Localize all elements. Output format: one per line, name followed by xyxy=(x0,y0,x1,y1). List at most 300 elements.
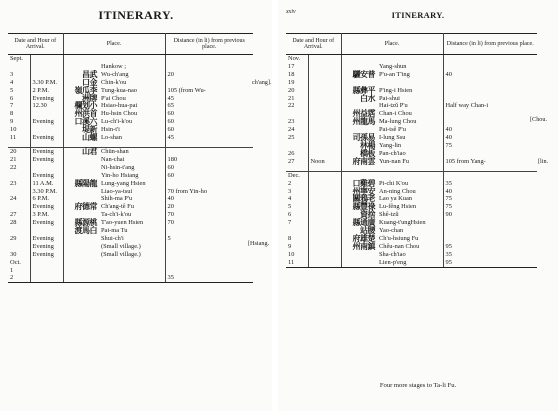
place-cell: Shê-tzŭ xyxy=(377,211,443,219)
right-margin-note-2: [lin. xyxy=(538,158,549,165)
distance-cell: Half way Chan-i xyxy=(445,102,489,110)
itinerary-row xyxy=(8,95,253,103)
distance-cell: 40 xyxy=(445,126,452,134)
place-cell: Ch'u-hsiung Fu xyxy=(377,235,443,243)
time-cell xyxy=(30,267,63,275)
right-itinerary-table xyxy=(286,33,537,268)
place-cell: P'u-an T'ing xyxy=(377,71,443,79)
place-cell: Lao ya Kuan xyxy=(377,195,443,203)
time-cell xyxy=(308,251,341,259)
itinerary-row xyxy=(8,172,253,180)
itinerary-row xyxy=(8,118,253,126)
itinerary-row xyxy=(8,71,253,79)
date-cell xyxy=(8,243,30,251)
time-cell xyxy=(308,142,341,150)
place-cell xyxy=(99,259,165,267)
itinerary-row xyxy=(8,87,253,95)
date-cell: 11 xyxy=(286,259,308,267)
chinese-name-cell: 縣源桃 xyxy=(74,218,97,228)
time-cell xyxy=(30,63,63,71)
chinese-name-cell: 州寧安 xyxy=(352,186,375,196)
itinerary-row xyxy=(286,110,537,118)
place-cell: Pi-chi K'ou xyxy=(377,180,443,188)
itinerary-row xyxy=(286,102,537,110)
time-cell xyxy=(308,110,341,118)
chinese-name-cell: 縣陽龍 xyxy=(74,178,97,188)
distance-cell: 35 xyxy=(165,274,253,282)
date-cell: 10 xyxy=(286,251,308,259)
time-cell xyxy=(30,126,63,134)
distance-cell: 20 xyxy=(167,70,174,78)
time-cell xyxy=(308,259,341,267)
date-cell xyxy=(286,142,308,150)
date-cell xyxy=(8,203,30,211)
distance-cell xyxy=(443,55,537,63)
date-cell: 29 xyxy=(8,235,30,243)
time-cell: Evening xyxy=(30,156,63,164)
itinerary-row xyxy=(286,203,537,211)
time-cell xyxy=(308,195,341,203)
date-cell: 6 xyxy=(286,211,308,219)
place-cell xyxy=(377,79,443,87)
left-page-title: ITINERARY. xyxy=(98,8,174,22)
place-cell xyxy=(99,267,165,275)
distance-cell xyxy=(443,79,537,87)
date-cell: 9 xyxy=(286,243,308,251)
distance-cell: 70 xyxy=(167,219,174,227)
itinerary-row xyxy=(286,95,537,103)
itinerary-row xyxy=(8,55,253,63)
date-cell: 3 xyxy=(286,188,308,196)
itinerary-row xyxy=(286,251,537,259)
place-cell: Ma-lung Chou xyxy=(377,118,443,126)
chinese-name-cell: 州龍馬 xyxy=(352,117,375,127)
itinerary-row xyxy=(8,274,253,282)
distance-cell xyxy=(165,63,253,71)
distance-cell xyxy=(165,147,253,155)
time-cell: Evening xyxy=(30,118,63,126)
itinerary-row xyxy=(8,164,253,172)
time-cell xyxy=(308,235,341,243)
distance-cell: 60 xyxy=(167,110,174,118)
distance-cell: 60 xyxy=(167,163,174,171)
itinerary-row xyxy=(8,251,253,259)
distance-cell xyxy=(443,110,537,118)
chinese-name-cell: 縣彝平 xyxy=(352,85,375,95)
distance-cell xyxy=(165,267,253,275)
place-cell: Yun-nan Fu xyxy=(377,158,443,166)
itinerary-row xyxy=(286,134,537,142)
place-cell: Pan-ch'iao xyxy=(377,150,443,158)
chinese-name-cell: 橋板 xyxy=(360,148,375,158)
date-cell: 22 xyxy=(286,102,308,110)
time-cell xyxy=(308,188,341,196)
itinerary-row xyxy=(286,118,537,126)
itinerary-row xyxy=(8,126,253,134)
time-cell: Evening xyxy=(30,134,63,142)
place-cell: Wu-ch'ang xyxy=(99,71,165,79)
chinese-name-cell: 昌武 xyxy=(82,69,97,79)
place-cell: Hai-tzŭ P'u xyxy=(377,102,443,110)
itinerary-row xyxy=(286,87,537,95)
date-cell: 2 xyxy=(286,180,308,188)
distance-cell xyxy=(165,251,253,259)
date-cell: 4 xyxy=(286,195,308,203)
chinese-name-cell xyxy=(63,251,99,259)
date-cell: 23 xyxy=(286,118,308,126)
place-cell: P'ing-i Hsien xyxy=(377,87,443,95)
date-cell: 27 xyxy=(8,211,30,219)
itinerary-row xyxy=(286,63,537,71)
date-cell: 25 xyxy=(286,134,308,142)
time-cell: Evening xyxy=(30,203,63,211)
time-cell xyxy=(30,55,63,63)
distance-cell xyxy=(443,63,537,71)
chinese-name-cell: 縣豐祿 xyxy=(352,202,375,212)
left-margin-note-2: ch'ang]. xyxy=(252,79,272,86)
place-cell: Yao-chan xyxy=(377,227,443,235)
chinese-name-cell: 林楊 xyxy=(360,140,375,150)
itinerary-row xyxy=(8,259,253,267)
time-cell: 3 P.M. xyxy=(30,211,63,219)
place-cell: Shih-ma P'u xyxy=(99,195,165,203)
date-cell: 24 xyxy=(8,195,30,203)
distance-cell xyxy=(165,55,253,63)
place-header: Place. xyxy=(341,34,443,55)
date-header: Date and Hour of Arrival. xyxy=(8,34,63,55)
date-cell: 30 xyxy=(8,251,30,259)
distance-cell: 65 xyxy=(167,102,174,110)
date-cell: 6 xyxy=(8,95,30,103)
date-cell: 24 xyxy=(286,126,308,134)
place-cell: Tung-kua-nao xyxy=(99,87,165,95)
chinese-name-cell xyxy=(63,156,99,164)
distance-header: Distance (in li) from previous place. xyxy=(165,34,253,55)
distance-cell: 95 xyxy=(443,259,537,267)
time-cell xyxy=(308,180,341,188)
itinerary-row xyxy=(286,142,537,150)
chinese-name-cell xyxy=(63,188,99,196)
date-cell: 4 xyxy=(8,79,30,87)
itinerary-row xyxy=(8,267,253,275)
time-cell xyxy=(30,71,63,79)
place-cell: Hankow ; xyxy=(99,63,165,71)
date-header: Date and Hour of Arrival. xyxy=(286,34,341,55)
distance-cell: 60 xyxy=(167,171,174,179)
itinerary-row xyxy=(8,188,253,196)
distance-cell: 60 xyxy=(167,118,174,126)
chinese-name-cell: 堤新 xyxy=(82,125,97,135)
place-cell: Lo-shan xyxy=(99,134,165,142)
date-cell: 5 xyxy=(286,203,308,211)
date-cell: 26 xyxy=(286,150,308,158)
place-cell: Pai-shui xyxy=(377,95,443,103)
date-cell: 8 xyxy=(286,235,308,243)
time-cell: 6 P.M. xyxy=(30,195,63,203)
distance-cell: 40 xyxy=(445,70,452,78)
place-cell: Lien-p'eng xyxy=(377,259,443,267)
distance-cell xyxy=(443,95,537,103)
place-cell xyxy=(377,55,443,63)
left-page xyxy=(0,0,272,411)
itinerary-row xyxy=(286,227,537,235)
itinerary-row xyxy=(8,134,253,142)
place-cell: Yang-lin xyxy=(377,142,443,150)
place-cell: Yin-ho Hsiang xyxy=(99,172,165,180)
place-cell: (Small village.) xyxy=(99,251,165,259)
place-cell xyxy=(99,274,165,282)
time-cell: 11 A.M. xyxy=(30,180,63,188)
itinerary-row xyxy=(8,195,253,203)
place-cell: Sha-ch'iao xyxy=(377,251,443,259)
place-cell xyxy=(99,55,165,63)
time-cell: Noon xyxy=(308,158,341,166)
chinese-name-cell: 關鴉老 xyxy=(352,194,375,204)
chinese-name-cell: 府雄楚 xyxy=(352,233,375,243)
place-cell: I-lung Ssu xyxy=(377,134,443,142)
chinese-name-cell xyxy=(63,259,99,267)
time-cell: Evening xyxy=(30,251,63,259)
time-cell xyxy=(308,79,341,87)
date-cell xyxy=(8,227,30,235)
date-cell xyxy=(286,110,308,118)
itinerary-row xyxy=(8,79,253,87)
time-cell xyxy=(308,126,341,134)
place-cell: Pai-ma Tu xyxy=(99,227,165,235)
chinese-name-cell: 府南雲 xyxy=(352,156,375,166)
place-cell: P'ai Chou xyxy=(99,95,165,103)
date-cell: 5 xyxy=(8,87,30,95)
time-cell xyxy=(308,227,341,235)
chinese-name-cell xyxy=(341,251,377,259)
date-cell: 21 xyxy=(286,95,308,103)
time-cell: 3.30 P.M. xyxy=(30,79,63,87)
time-cell xyxy=(308,118,341,126)
date-cell: Sept. xyxy=(8,55,30,63)
right-page-number: xxiv xyxy=(286,9,296,15)
itinerary-row xyxy=(286,188,537,196)
place-cell: Nan-chai xyxy=(99,156,165,164)
date-cell: 8 xyxy=(8,110,30,118)
time-cell: Evening xyxy=(30,147,63,155)
time-cell xyxy=(308,219,341,227)
distance-cell: 105 from Yang- xyxy=(445,157,486,165)
itinerary-row xyxy=(286,150,537,158)
distance-cell: 5 xyxy=(167,234,171,242)
distance-cell xyxy=(443,171,537,179)
itinerary-row xyxy=(8,156,253,164)
left-itinerary-body xyxy=(8,55,253,283)
place-cell: Shui-ch'i xyxy=(99,235,165,243)
distance-cell: 90 xyxy=(445,211,452,219)
time-cell xyxy=(308,203,341,211)
place-cell: Chan-i Chou xyxy=(377,110,443,118)
chinese-name-cell xyxy=(63,55,99,63)
time-cell: 2 P.M. xyxy=(30,87,63,95)
right-page-title: ITINERARY. xyxy=(391,10,445,20)
date-cell: 22 xyxy=(8,164,30,172)
date-cell: Oct. xyxy=(8,259,30,267)
chinese-name-cell xyxy=(63,243,99,251)
date-cell: 11 xyxy=(8,134,30,142)
date-cell: 3 xyxy=(8,71,30,79)
chinese-name-cell xyxy=(63,267,99,275)
time-cell: Evening xyxy=(30,95,63,103)
time-cell xyxy=(308,71,341,79)
itinerary-row xyxy=(286,71,537,79)
time-cell xyxy=(308,87,341,95)
distance-cell: 75 xyxy=(445,141,452,149)
date-cell xyxy=(8,188,30,196)
distance-cell: 40 xyxy=(445,187,452,195)
date-cell xyxy=(286,227,308,235)
date-cell: 10 xyxy=(8,126,30,134)
place-header: Place. xyxy=(63,34,165,55)
distance-cell: 95 xyxy=(445,242,452,250)
distance-cell xyxy=(165,227,253,235)
itinerary-row xyxy=(286,243,537,251)
time-cell xyxy=(308,150,341,158)
time-cell xyxy=(308,243,341,251)
time-cell: 3.30 P.M. xyxy=(30,188,63,196)
distance-cell: 60 xyxy=(167,126,174,134)
place-cell: Ta-ch'i-k'ou xyxy=(99,211,165,219)
itinerary-row xyxy=(8,243,253,251)
chinese-name-cell xyxy=(341,55,377,63)
chinese-name-cell: 洲牌 xyxy=(82,93,97,103)
itinerary-row xyxy=(286,259,537,267)
place-cell: Lung-yang Hsien xyxy=(99,180,165,188)
itinerary-row xyxy=(286,180,537,188)
itinerary-row xyxy=(286,55,537,63)
chinese-name-cell: 山君 xyxy=(82,146,97,156)
itinerary-row xyxy=(8,235,253,243)
chinese-name-cell: 渡馬白 xyxy=(74,226,97,236)
date-cell: 23 xyxy=(8,180,30,188)
date-cell: Dec. xyxy=(286,171,308,179)
distance-cell xyxy=(443,235,537,243)
chinese-name-cell: 府德常 xyxy=(74,202,97,212)
distance-cell xyxy=(165,79,253,87)
itinerary-row xyxy=(8,63,253,71)
itinerary-row xyxy=(286,235,537,243)
itinerary-row xyxy=(8,180,253,188)
place-cell: Chêu-nan Chou xyxy=(377,243,443,251)
itinerary-row xyxy=(286,158,537,166)
time-cell: Evening xyxy=(30,235,63,243)
distance-cell: 35 xyxy=(445,250,452,258)
place-cell: Kuang-t'ungHsien xyxy=(377,219,443,227)
place-cell: Hu-hsin Chou xyxy=(99,110,165,118)
date-cell: 2 xyxy=(8,274,30,282)
chinese-name-cell xyxy=(63,274,99,282)
place-cell: Ni-hsin-t'ang xyxy=(99,164,165,172)
itinerary-row xyxy=(8,147,253,155)
date-cell: 20 xyxy=(286,87,308,95)
time-cell xyxy=(308,134,341,142)
time-cell xyxy=(308,63,341,71)
distance-cell: 70 xyxy=(167,211,174,219)
place-cell xyxy=(377,171,443,179)
date-cell: 1 xyxy=(8,267,30,275)
distance-cell xyxy=(443,227,537,235)
distance-cell: 20 xyxy=(167,203,174,211)
itinerary-row xyxy=(8,211,253,219)
date-cell: 7 xyxy=(8,102,30,110)
distance-cell xyxy=(443,219,537,227)
date-cell: 18 xyxy=(286,71,308,79)
time-cell xyxy=(30,164,63,172)
chinese-name-cell: 嶺瓜李 xyxy=(74,85,97,95)
time-cell xyxy=(308,211,341,219)
distance-cell xyxy=(165,259,253,267)
itinerary-row xyxy=(8,227,253,235)
chinese-name-cell: 資捨 xyxy=(360,210,375,220)
date-cell xyxy=(8,63,30,71)
left-margin-note-1: [Hsiang. xyxy=(248,240,270,247)
date-cell: 19 xyxy=(286,79,308,87)
date-cell: 21 xyxy=(8,156,30,164)
itinerary-row xyxy=(286,211,537,219)
place-cell: Pai-tsê P'u xyxy=(377,126,443,134)
chinese-name-cell: 縣通廣 xyxy=(352,218,375,228)
date-cell: 7 xyxy=(286,219,308,227)
chinese-name-cell: 口金 xyxy=(82,77,97,87)
time-cell: Evening xyxy=(30,243,63,251)
place-cell: (Small village.) xyxy=(99,243,165,251)
itinerary-row xyxy=(8,110,253,118)
place-cell: Liao-ya-tsui xyxy=(99,188,165,196)
chinese-name-cell: 驪安普 xyxy=(352,69,375,79)
place-cell: An-ning Chou xyxy=(377,188,443,196)
distance-cell xyxy=(443,87,537,95)
chinese-name-cell: 司孫易 xyxy=(352,133,375,143)
itinerary-row xyxy=(286,219,537,227)
time-cell: Evening xyxy=(30,172,63,180)
distance-cell xyxy=(165,243,253,251)
distance-cell: 75 xyxy=(445,203,452,211)
date-cell: 27 xyxy=(286,158,308,166)
itinerary-row xyxy=(286,126,537,134)
distance-cell: 105 (from Wu- xyxy=(167,86,206,94)
time-cell: 12.30 xyxy=(30,102,63,110)
distance-cell: 70 from Yin-ho xyxy=(167,187,208,195)
place-cell: Yang-shun xyxy=(377,63,443,71)
chinese-name-cell: 州洪首 xyxy=(74,109,97,119)
itinerary-row xyxy=(286,195,537,203)
time-cell xyxy=(30,274,63,282)
place-cell: Chin-k'ou xyxy=(99,79,165,87)
distance-cell xyxy=(165,180,253,188)
right-footer-note: Four more stages to Ta-li Fu. xyxy=(379,382,457,389)
chinese-name-cell xyxy=(63,235,99,243)
chinese-name-cell: 欄划小 xyxy=(74,101,97,111)
distance-cell: 40 xyxy=(167,195,174,203)
date-cell: Nov. xyxy=(286,55,308,63)
date-cell xyxy=(8,172,30,180)
date-cell: 17 xyxy=(286,63,308,71)
time-cell: Evening xyxy=(30,219,63,227)
time-cell xyxy=(308,95,341,103)
distance-cell xyxy=(443,150,537,158)
date-cell: 20 xyxy=(8,147,30,155)
time-cell xyxy=(308,102,341,110)
distance-cell: 35 xyxy=(445,179,452,187)
time-cell xyxy=(308,55,341,63)
right-itinerary-body xyxy=(286,55,537,268)
place-cell: Hsin-t'i xyxy=(99,126,165,134)
time-cell xyxy=(308,171,341,179)
